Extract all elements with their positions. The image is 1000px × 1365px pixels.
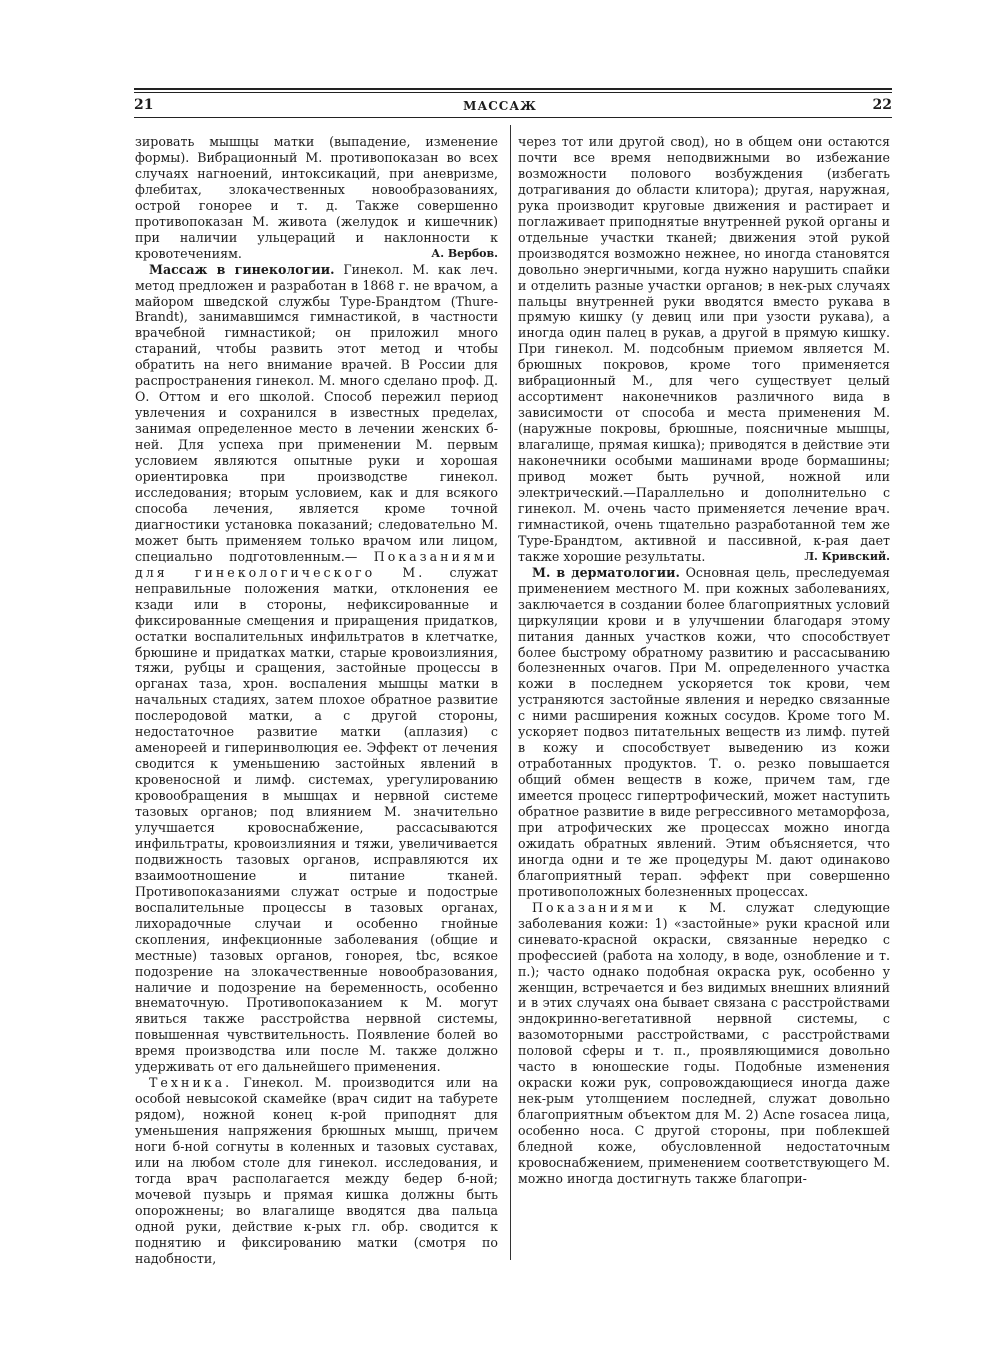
paragraph-text: зировать мышцы матки (выпадение, изменение формы). Вибрационный М. противопоказан во всех случаях нагноений, интоксикаций, при аневризме, флебитах, злокачественных новообразованиях, острой гонорее и т. д. Также совершенно противопоказан М. живота (желудок и кишечник) при наличии ульцераций и наклонности к кровотечениям. [135, 134, 498, 261]
paragraph-text: Гинекол. М. производится или на особой невысокой скамейке (врач сидит на табурете рядом), ножной конец к-рой приподнят для уменьшения напряжения брюшных мышц, причем ноги б-ной согнуты в коленных и тазовых суставах, или на любом столе для гинекол. исследования, и тогда врач располагается между бедер б-ной; мочевой пузырь и прямая кишка должны быть опорожнены; во влагалище вводятся два пальца одной руки, действие к-рых гл. обр. сводится к поднятию и фиксированию матки (смотря по надобности, [135, 1075, 498, 1266]
header-rule-bottom [134, 117, 892, 118]
header-rule-top [134, 88, 892, 90]
paragraph-text: Гинекол. М. как леч. метод предложен и разработан в 1868 г. не врачом, а майором шведской службы Туре-Брандтом (Thure-Brandt), занимавшимся гимнастикой, в частности врачебной гимнастикой; он приложил много стараний, чтобы развить этот метод и чтобы обратить на него внимание врачей. В России для распространения гинекол. М. много сделано проф. Д. О. Оттом и его школой. Способ пережил период увлечения и сохранился в известных пределах, занимая определенное место в лечении женских б-ней. Для успеха при применении М. первым условием являются опытные руки и хорошая ориентировка при производстве гинекол. исследования; вторым условием, как и для всякого способа лечения, является кроме точной диагностики установка показаний; следовательно М. может быть применяем только врачом или лицом, специально подготовленным.— [135, 261, 498, 564]
spaced-term: Показаниями к [532, 899, 690, 915]
header-rule-top-thin [134, 92, 892, 93]
paragraph-text: Основная цель, преследуемая применением местного М. при кожных заболеваниях, заключается в создании более благоприятных условий циркуляции крови и в улучшении благодаря этому питания данных участков кожи, что способствует более быстрому обратному развитию и рассасыванию болезненных очагов. При М. определенного участка кожи в последнем ускоряется ток крови, чем устраняются застойные явления и нередко связанные с ними расширения кожных сосудов. Кроме того М. ускоряет подвоз питательных веществ из лимф. путей в кожу и способствует выведению из кожи отработанных продуктов. Т. о. резко повышается общий обмен веществ в коже, причем там, где имеется процесс гипертрофический, может наступить обратное развитие в виде регрессивного метаморфоза, при атрофических же процессах можно иногда ожидать обратных явлений. Этим объясняется, что иногда одни и те же процедуры М. дают одинаково благоприятный терап. эффект при совершенно противоположных болезненных процессах. [518, 564, 890, 899]
paragraph [135, 134, 498, 262]
left-column [135, 134, 498, 1267]
page-number-right: 22 [872, 97, 892, 113]
paragraph-text: служат неправильные положения матки, отклонения ее кзади или в стороны, нефиксированные и фиксированные смещения и приращения придатков, остатки воспалительных инфильтратов в клетчатке, брюшине и придатках матки, старые кровоизлияния, тяжи, рубцы и сращения, застойные процессы в органах таза, хрон. воспаления мышцы матки в начальных стадиях, затем плохое обратное развитие послеродовой матки, а с другой стороны, недостаточное развитие матки (аплазия) с аменореей и гиперинволюция ее. Эффект от лечения сводится к уменьшению застойных явлений в кровеносной и лимф. системах, урегулированию кровообращения в мышцах и нервной системе тазовых органов; под влиянием М. значительно улучшается кровоснабжение, рассасываются инфильтраты, кровоизлияния и тяжи, увеличивается подвижность тазовых органов, исправляются их взаимоотношение и питание тканей. Противопоказаниями служат острые и подострые воспалительные процессы в тазовых органах, лихорадочные случаи и особенно гнойные скопления, инфекционные заболевания (общие и местные) тазовых органов, гонорея, tbc, всякое подозрение на злокачественные новообразования, наличие и подозрение на беременность, особенно внематочную. Противопоказанием к М. могут явиться также расстройства нервной системы, повышенная чувствительность. Появление болей во время производства или после М. также должно удерживать от его дальнейшего применения. [135, 564, 498, 1075]
spaced-term: Техника. [149, 1075, 233, 1091]
section-heading: М. в дерматологии. [532, 564, 680, 580]
right-column [518, 134, 890, 1187]
paragraph-text: через тот или другой свод), но в общем они остаются почти все время неподвижными во избежание возможности полового возбуждения (избегать дотрагивания до области клитора); другая, наружная, рука производит круговые движения и растирает и поглаживает приподнятые внутренней рукой органы и отдельные участки тканей; движения этой рукой производятся возможно нежнее, но иногда становятся довольно энергичными, когда нужно нарушить спайки и отделить разные участки органов; в нек-рых случаях пальцы внутренней руки вводятся вместо рукава в прямую кишку (у девиц или при узости рукава), а иногда один палец в рукав, а другой в прямую кишку. При гинекол. М. подсобным приемом является М. брюшных покровов, кроме того применяется вибрационный М., для чего существует целый ассортимент наконечников различного вида в зависимости от способа и места применения М. (наружные покровы, брюшные, поясничные мышцы, влагалище, прямая кишка); приводятся в действие эти наконечники особыми машинами вроде бормашины; привод может быть ручной, ножной или электрический.—Параллельно и дополнительно с гинекол. М. очень часто применяется лечение врач. гимнастикой, очень тщательно разработанной тем же Туре-Брандтом, активной и пассивной, к-рая дает также хорошие результаты. [518, 134, 890, 564]
paragraph [518, 565, 890, 900]
paragraph-text: М. служат следующие заболевания кожи: 1) «застойные» руки красной или синевато-красной окраски, связанные нередко с профессией (работа на холоду, в воде, ознобление и т. п.); часто однако подобная окраска рук, особенно у женщин, встречается и без видимых внешних влияний и в этих случаях она бывает связана с расстройствами эндокринно-вегетативной нервной системы, с вазомоторными расстройствами, с расстройствами половой сферы и т. п., проявляющимися довольно часто в юношеские годы. Подобные изменения окраски кожи рук, сопровождающиеся иногда даже нек-рым утолщением последней, служат довольно благоприятным объектом для М. 2) Acne rosacea лица, особенно носа. С другой стороны, при поблекшей бледной коже, обусловленной недостаточным кровоснабжением, применением соответствующего М. можно иногда достигнуть также благопри- [518, 899, 890, 1186]
section-heading: Массаж в гинекологии. [149, 261, 335, 277]
author-signature: А. Вербов. [431, 246, 498, 260]
paragraph [135, 1075, 498, 1266]
paragraph [518, 900, 890, 1187]
running-title: МАССАЖ [463, 99, 537, 113]
paragraph [135, 262, 498, 1076]
column-divider [510, 125, 511, 1260]
paragraph [518, 134, 890, 565]
spaced-term: Показаниями для гинекологического М. [135, 548, 498, 580]
author-signature: Л. Кривский. [804, 549, 890, 563]
page-number-left: 21 [134, 97, 154, 113]
